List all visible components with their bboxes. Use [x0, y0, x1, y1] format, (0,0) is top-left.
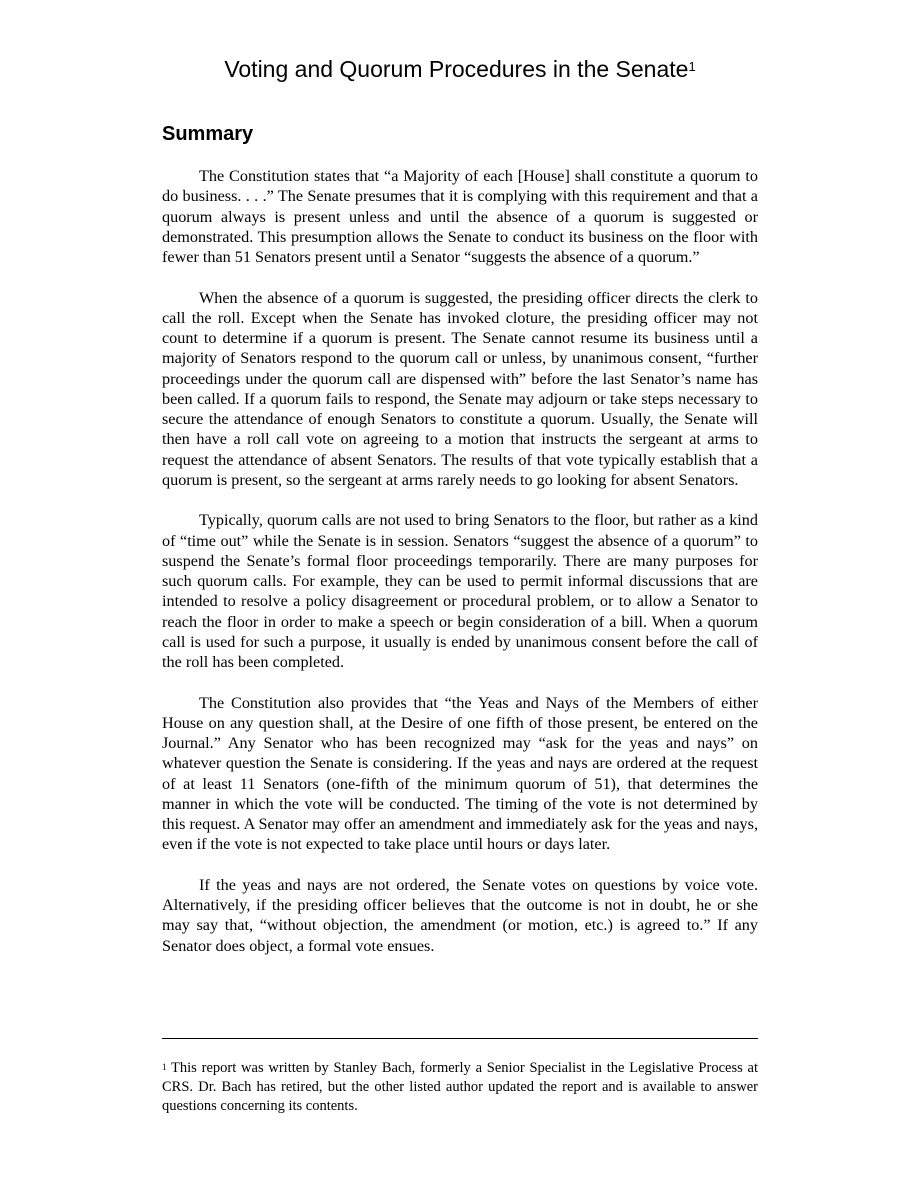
paragraph-5: If the yeas and nays are not ordered, the Senate votes on questions by voice vote. Alternatively, if the presiding officer believes that the outcome is not in doubt, he or she may say that, “without objection, the amendment (or motion, etc.) is agreed to.” If any Senator does object, a formal vote ensues. [162, 875, 758, 955]
footnote-text: This report was written by Stanley Bach, formerly a Senior Specialist in the Legislative Process at CRS. Dr. Bach has retired, but the other listed author updated the report and is available to answer questions concerning its contents. [162, 1060, 758, 1114]
document-title [162, 54, 758, 84]
footnote-divider [162, 1038, 758, 1039]
paragraph-1: The Constitution states that “a Majority of each [House] shall constitute a quorum to do business. . . .” The Senate presumes that it is complying with this requirement and that a quorum always is present unless and until the absence of a quorum is suggested or demonstrated. This presumption allows the Senate to conduct its business on the floor with fewer than 51 Senators present until a Senator “suggests the absence of a quorum.” [162, 167, 758, 266]
paragraph-3: Typically, quorum calls are not used to bring Senators to the floor, but rather as a kind of “time out” while the Senate is in session. Senators “suggest the absence of a quorum” to suspend the Senate’s formal floor proceedings temporarily. There are many purposes for such quorum calls. For example, they can be used to permit informal discussions that are intended to resolve a policy disagreement or procedural problem, or to allow a Senator to reach the floor in order to make a speech or begin consideration of a bill. When a quorum call is used for such a purpose, it usually is ended by unanimous consent before the call of the roll has been completed. [162, 511, 758, 671]
footnote [162, 1059, 758, 1116]
paragraph-4: The Constitution also provides that “the Yeas and Nays of the Members of either House on any question shall, at the Desire of one fifth of those present, be entered on the Journal.” Any Senator who has been recognized may “ask for the yeas and nays” on whatever question the Senate is considering. If the yeas and nays are ordered at the request of at least 11 Senators (one-fifth of the minimum quorum of 51), that determines the manner in which the vote will be conducted. The timing of the vote is not determined by this request. A Senator may offer an amendment and immediately ask for the yeas and nays, even if the vote is not expected to take place until hours or days later. [162, 693, 758, 854]
document-title-text: Voting and Quorum Procedures in the Senate [224, 56, 689, 82]
title-footnote-marker: 1 [688, 59, 696, 74]
section-heading-summary: Summary [162, 123, 254, 145]
paragraph-2: When the absence of a quorum is suggested, the presiding officer directs the clerk to call the roll. Except when the Senate has invoked cloture, the presiding officer may not count to determine if a quorum is present. The Senate cannot resume its business until a majority of Senators respond to the quorum call or unless, by unanimous consent, “further proceedings under the quorum call are dispensed with” before the last Senator’s name has been called. If a quorum fails to respond, the Senate may adjourn or take steps necessary to secure the attendance of enough Senators to constitute a quorum. Usually, the Senate will then have a roll call vote on agreeing to a motion that instructs the sergeant at arms to request the attendance of absent Senators. The results of that vote typically establish that a quorum is present, so the sergeant at arms rarely needs to go looking for absent Senators. [162, 288, 758, 489]
summary-body [162, 166, 758, 976]
footnote-marker: 1 [162, 1062, 167, 1072]
